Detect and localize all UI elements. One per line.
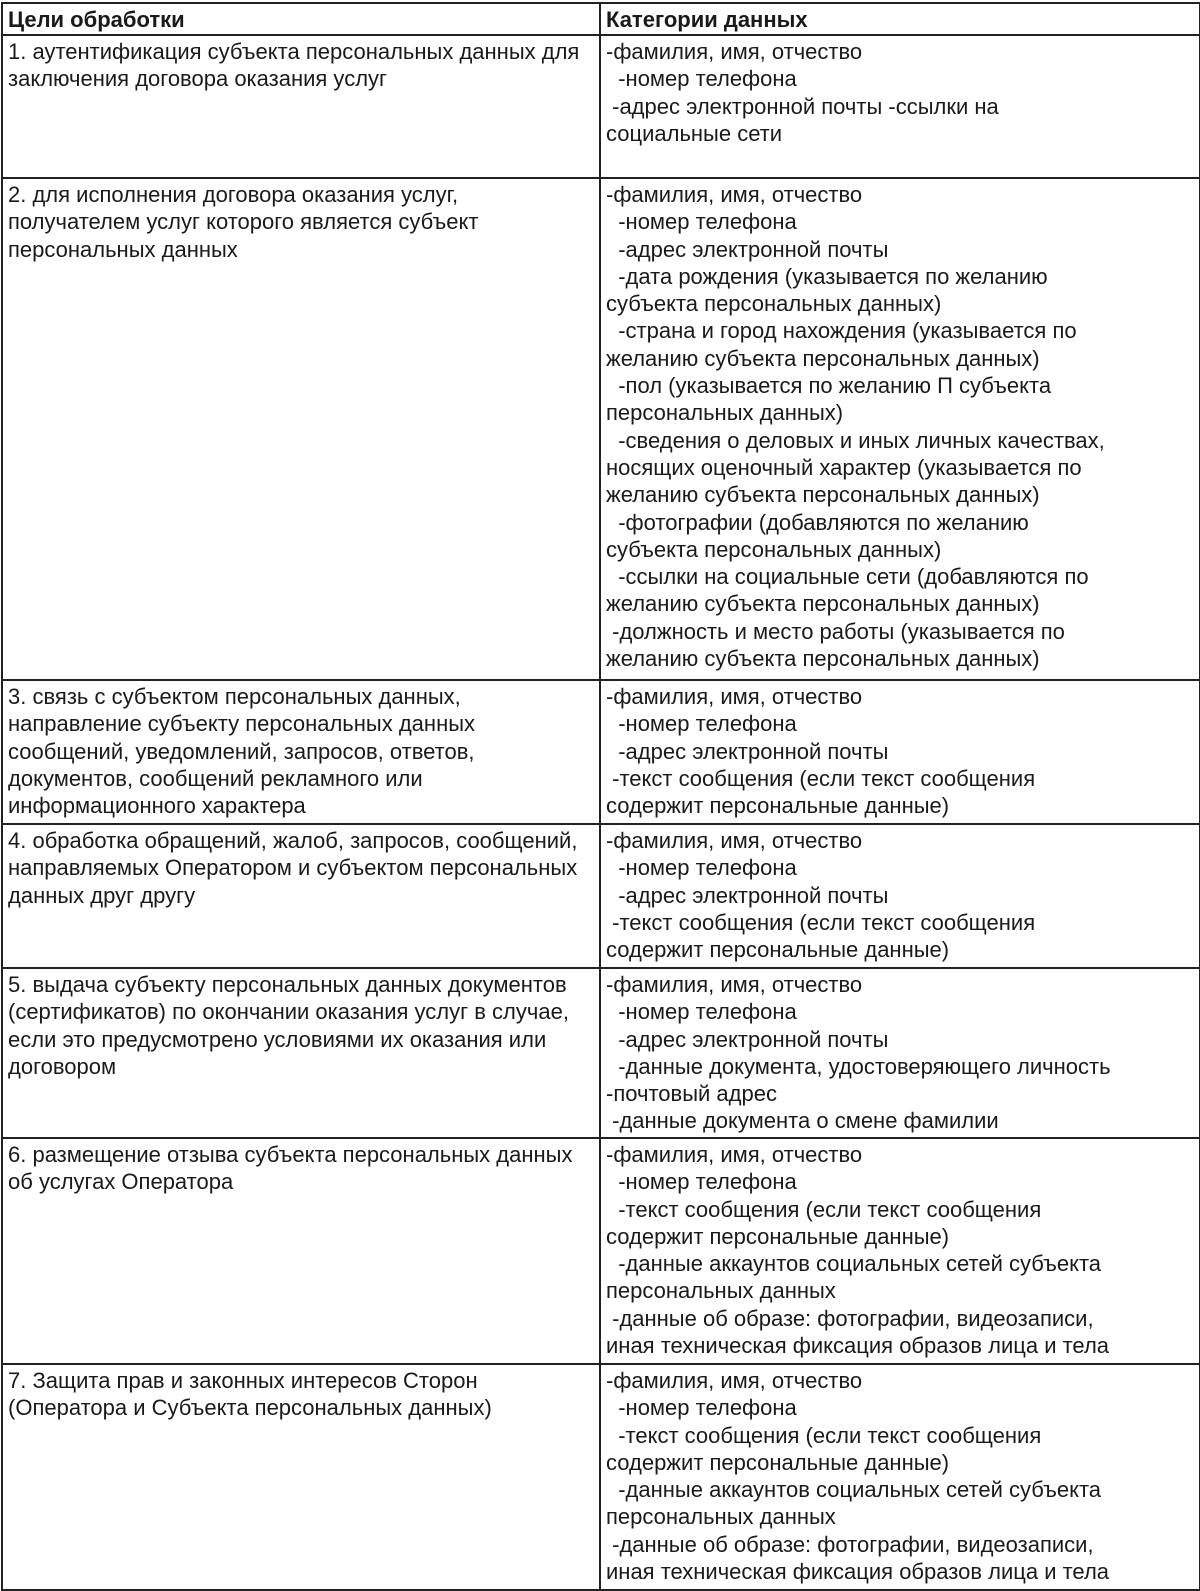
category-line: содержит персональные данные) [606, 937, 950, 963]
categories-cell [600, 680, 1200, 824]
category-line: -дата рождения (указывается по желанию [606, 263, 1048, 289]
category-line: желанию субъекта персональных данных) [606, 345, 1040, 371]
table-row [2, 35, 1200, 178]
category-line: -фамилия, имя, отчество [606, 684, 863, 709]
categories-cell [600, 1138, 1200, 1364]
category-line: -данные аккаунтов социальных сетей субъекта [606, 1251, 1102, 1277]
data-processing-table [1, 2, 1200, 1591]
category-line: -адрес электронной почты [606, 882, 889, 908]
category-line: -номер телефона [606, 855, 797, 881]
category-line: -должность и место работы (указывается по [606, 618, 1065, 644]
header-row [2, 3, 1200, 35]
category-line: -текст сообщения (если текст сообщения [606, 909, 1036, 935]
category-line: содержит персональные данные) [606, 1223, 950, 1249]
category-line: -номер телефона [606, 209, 797, 235]
category-line: -фамилия, имя, отчество [606, 1368, 863, 1393]
category-line: иная техническая фиксация образов лица и тела [606, 1333, 1110, 1359]
category-line: желанию субъекта персональных данных) [606, 646, 1040, 672]
table-row [2, 968, 1200, 1138]
category-line: -фотографии (добавляются по желанию [606, 509, 1029, 535]
purpose-cell: 5. выдача субъекту персональных данных документов (сертификатов) по окончании оказания услуг в случае, если это предусмотрено условиями их оказания или договором [2, 968, 600, 1138]
category-line: -адрес электронной почты -ссылки на [606, 93, 999, 119]
category-line: социальные сети [606, 120, 783, 146]
categories-cell [600, 968, 1200, 1138]
category-line: желанию субъекта персональных данных) [606, 482, 1040, 508]
category-line: носящих оценочный характер (указывается по [606, 454, 1082, 480]
header-categories: Категории данных [600, 3, 1200, 35]
categories-cell [600, 824, 1200, 968]
table-body [2, 35, 1200, 1590]
category-line: -фамилия, имя, отчество [606, 39, 863, 64]
category-line: -данные аккаунтов социальных сетей субъекта [606, 1477, 1102, 1503]
table-row [2, 178, 1200, 680]
categories-cell [600, 35, 1200, 178]
category-line: -данные об образе: фотографии, видеозаписи, [606, 1305, 1094, 1331]
table-row [2, 1364, 1200, 1590]
purpose-cell: 1. аутентификация субъекта персональных данных для заключения договора оказания услуг [2, 35, 600, 178]
category-line: -почтовый адрес [606, 1081, 777, 1107]
category-line: -фамилия, имя, отчество [606, 1142, 863, 1167]
purpose-cell: 2. для исполнения договора оказания услуг, получателем услуг которого является субъект персональных данных [2, 178, 600, 680]
category-line: -данные об образе: фотографии, видеозаписи, [606, 1531, 1094, 1557]
categories-cell [600, 178, 1200, 680]
category-line: -данные документа, удостоверяющего личность [606, 1053, 1111, 1079]
category-line: -номер телефона [606, 711, 797, 737]
table-row [2, 680, 1200, 824]
table-row [2, 824, 1200, 968]
category-line: -данные документа о смене фамилии [606, 1108, 999, 1134]
category-line: персональных данных) [606, 400, 844, 426]
category-line: желанию субъекта персональных данных) [606, 591, 1040, 617]
category-line: -номер телефона [606, 1169, 797, 1195]
category-line: -адрес электронной почты [606, 236, 889, 262]
category-line: персональных данных [606, 1504, 836, 1530]
category-line: -страна и город нахождения (указывается по [606, 318, 1077, 344]
header-purposes: Цели обработки [2, 3, 600, 35]
category-line: -фамилия, имя, отчество [606, 972, 863, 997]
category-line: иная техническая фиксация образов лица и тела [606, 1559, 1110, 1585]
category-line: -адрес электронной почты [606, 1026, 889, 1052]
purpose-cell: 7. Защита прав и законных интересов Сторон (Оператора и Субъекта персональных данных) [2, 1364, 600, 1590]
category-line: -текст сообщения (если текст сообщения [606, 1196, 1042, 1222]
purpose-cell: 4. обработка обращений, жалоб, запросов, сообщений, направляемых Оператором и субъектом персональных данных друг другу [2, 824, 600, 968]
category-line: -адрес электронной почты [606, 738, 889, 764]
category-line: -фамилия, имя, отчество [606, 182, 863, 207]
purpose-cell: 6. размещение отзыва субъекта персональных данных об услугах Оператора [2, 1138, 600, 1364]
category-line: -фамилия, имя, отчество [606, 828, 863, 853]
category-line: субъекта персональных данных) [606, 536, 942, 562]
purpose-cell: 3. связь с субъектом персональных данных, направление субъекту персональных данных сообщений, уведомлений, запросов, ответов, документов, сообщений рекламного или информационного характера [2, 680, 600, 824]
table-row [2, 1138, 1200, 1364]
categories-cell [600, 1364, 1200, 1590]
category-line: -сведения о деловых и иных личных качествах, [606, 427, 1105, 453]
category-line: -номер телефона [606, 66, 797, 92]
category-line: -номер телефона [606, 1395, 797, 1421]
category-line: содержит персональные данные) [606, 1449, 950, 1475]
category-line: субъекта персональных данных) [606, 291, 942, 317]
category-line: -пол (указывается по желанию П субъекта [606, 373, 1052, 399]
category-line: содержит персональные данные) [606, 793, 950, 819]
category-line: персональных данных [606, 1278, 836, 1304]
category-line: -текст сообщения (если текст сообщения [606, 765, 1036, 791]
category-line: -ссылки на социальные сети (добавляются по [606, 564, 1089, 590]
category-line: -номер телефона [606, 999, 797, 1025]
category-line: -текст сообщения (если текст сообщения [606, 1422, 1042, 1448]
